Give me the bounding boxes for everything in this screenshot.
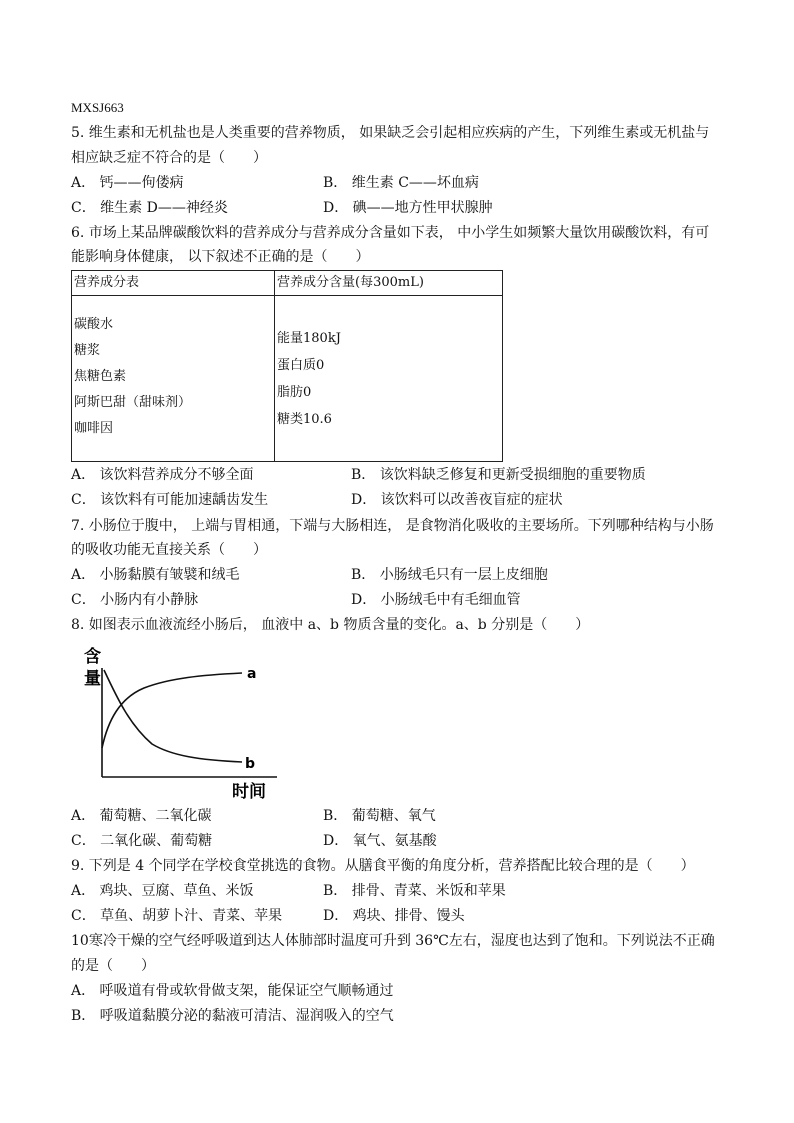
ingredient-item: 焦糖色素	[74, 369, 127, 384]
q6-stem-line1: 6. 市场上某品牌碳酸饮料的营养成分与营养成分含量如下表， 中小学生如频繁大量饮用碳酸饮料，有可	[71, 225, 710, 241]
table-header-left: 营养成分表	[72, 271, 275, 296]
ingredient-item: 碳酸水	[74, 317, 114, 332]
nutrition-table	[71, 270, 503, 462]
content-item: 脂肪0	[277, 385, 312, 400]
content-item: 能量180kJ	[277, 331, 341, 346]
q10-stem-line2: 的是（ ）	[71, 958, 155, 974]
q9-stem: 9. 下列是 4 个同学在学校食堂挑选的食物。从膳食平衡的角度分析，营养搭配比较合理的是（ ）	[71, 858, 695, 874]
q9-option-b[interactable]: B． 排骨、青菜、米饭和苹果	[323, 883, 506, 899]
content-item: 蛋白质0	[277, 358, 325, 373]
q7-stem-line1: 7. 小肠位于腹中， 上端与胃相通，下端与大肠相连， 是食物消化吸收的主要场所。下列哪种结构与小肠	[71, 518, 714, 534]
ingredient-item: 阿斯巴甜（甜味剂）	[74, 395, 192, 410]
curve-a-label: a	[247, 666, 257, 682]
q5-stem-line2: 相应缺乏症不符合的是（ ）	[71, 150, 267, 166]
graph-ylabel-1: 含	[84, 647, 101, 667]
q8-option-c[interactable]: C． 二氧化碳、葡萄糖	[71, 833, 213, 849]
q7-option-a[interactable]: A． 小肠黏膜有皱襞和绒毛	[71, 567, 240, 583]
q9-option-c[interactable]: C． 草鱼、胡萝卜汁、青菜、苹果	[71, 908, 283, 924]
table-cell-ingredients	[72, 296, 275, 462]
q10-stem-line1: 10寒冷干燥的空气经呼吸道到达人体肺部时温度可升到 36℃左右，湿度也达到了饱和。下列说法不正确	[71, 933, 715, 949]
curve-a	[102, 673, 242, 748]
q10-option-a[interactable]: A． 呼吸道有骨或软骨做支架，能保证空气顺畅通过	[71, 983, 394, 999]
q6-option-b[interactable]: B． 该饮料缺乏修复和更新受损细胞的重要物质	[351, 467, 646, 483]
table-cell-content	[275, 296, 503, 462]
graph-ylabel-2: 量	[84, 669, 101, 689]
q8-option-b[interactable]: B． 葡萄糖、氧气	[323, 808, 436, 824]
q5-option-b[interactable]: B． 维生素 C——坏血病	[323, 175, 479, 191]
ingredient-item: 糖浆	[74, 343, 101, 358]
q7-stem-line2: 的吸收功能无直接关系（ ）	[71, 542, 267, 558]
q7-option-b[interactable]: B． 小肠绒毛只有一层上皮细胞	[351, 567, 548, 583]
q9-option-a[interactable]: A． 鸡块、豆腐、草鱼、米饭	[71, 883, 254, 899]
q5-stem-line1: 5. 维生素和无机盐也是人类重要的营养物质， 如果缺乏会引起相应疾病的产生，下列维生素或无机盐与	[71, 125, 710, 141]
content-item: 糖类10.6	[277, 412, 332, 427]
q6-option-d[interactable]: D． 该饮料可以改善夜盲症的症状	[351, 492, 563, 508]
q7-option-d[interactable]: D． 小肠绒毛中有毛细血管	[351, 592, 521, 608]
q5-option-d[interactable]: D． 碘——地方性甲状腺肿	[323, 200, 493, 216]
q7-option-c[interactable]: C． 小肠内有小静脉	[71, 592, 199, 608]
ingredient-item: 咖啡因	[74, 421, 114, 436]
q5-option-a[interactable]: A． 钙——佝偻病	[71, 175, 184, 191]
table-header-right: 营养成分含量(每300mL)	[275, 271, 503, 296]
q6-option-a[interactable]: A． 该饮料营养成分不够全面	[71, 467, 254, 483]
q8-stem: 8. 如图表示血液流经小肠后， 血液中 a、b 物质含量的变化。a、b 分别是（ ）	[71, 617, 590, 633]
curve-b	[104, 670, 242, 762]
content-graph	[82, 640, 282, 802]
q9-option-d[interactable]: D． 鸡块、排骨、馒头	[323, 908, 465, 924]
curve-b-label: b	[245, 756, 256, 772]
doc-code: MXSJ663	[71, 100, 124, 115]
q6-option-c[interactable]: C． 该饮料有可能加速龋齿发生	[71, 492, 269, 508]
q6-stem-line2: 能影响身体健康， 以下叙述不正确的是（ ）	[71, 249, 370, 265]
q5-option-c[interactable]: C． 维生素 D——神经炎	[71, 200, 228, 216]
q8-option-a[interactable]: A． 葡萄糖、二氧化碳	[71, 808, 212, 824]
q10-option-b[interactable]: B． 呼吸道黏膜分泌的黏液可清洁、湿润吸入的空气	[71, 1008, 394, 1024]
graph-xlabel: 时间	[232, 782, 266, 802]
q8-option-d[interactable]: D． 氧气、氨基酸	[323, 833, 437, 849]
